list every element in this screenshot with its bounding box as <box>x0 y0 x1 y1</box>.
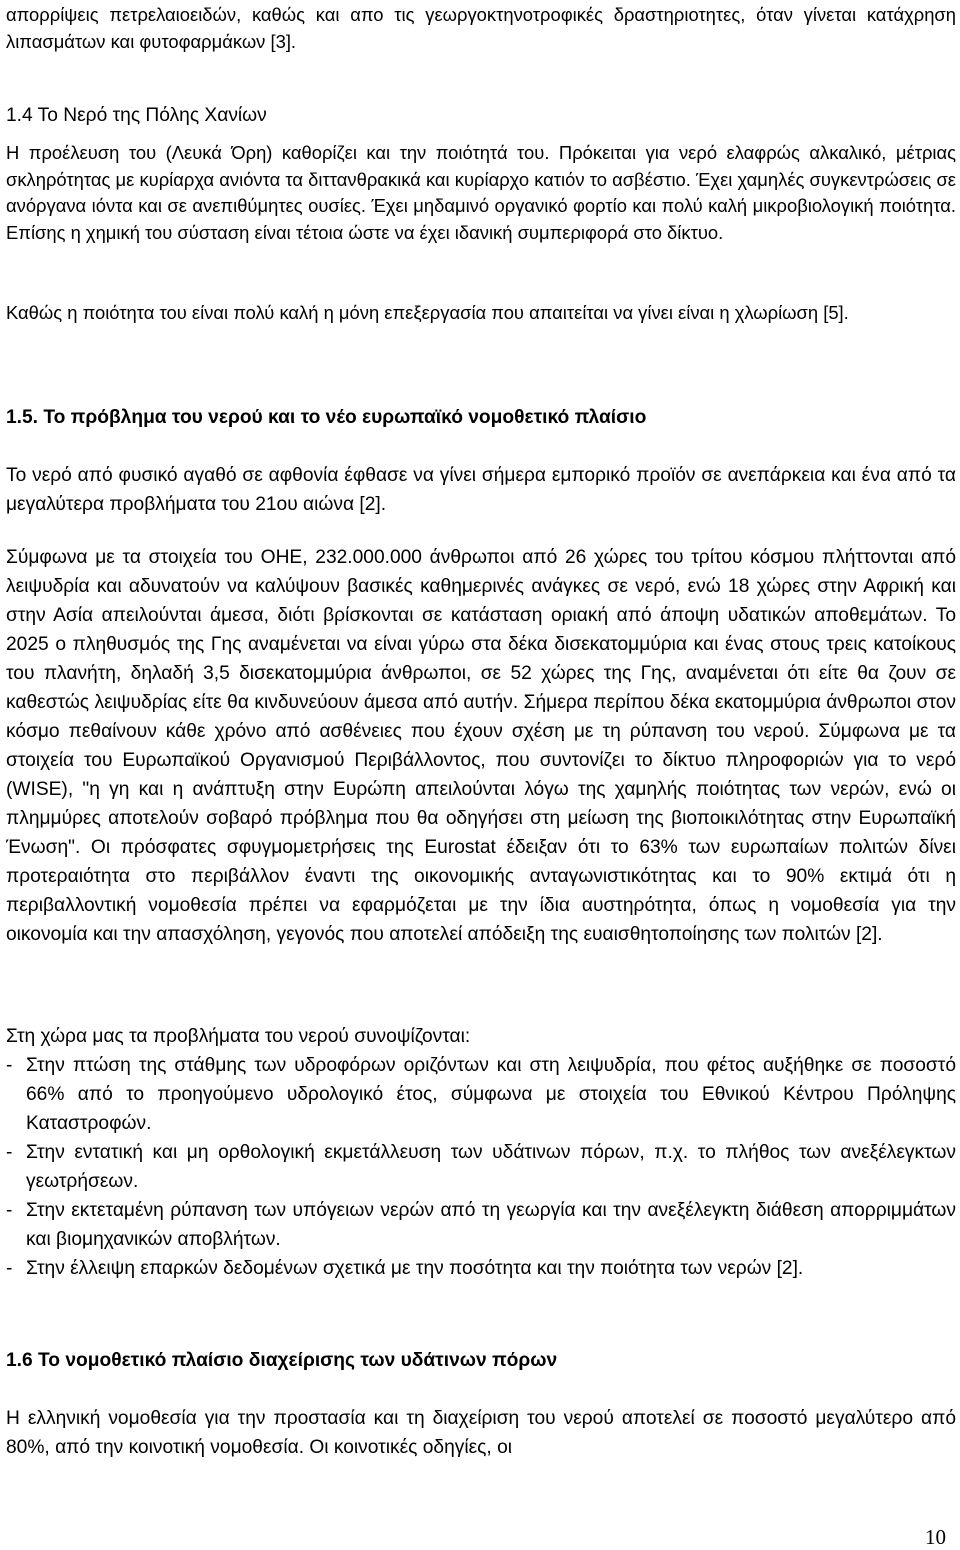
section-1-5-heading: 1.5. Το πρόβλημα του νερού και το νέο ευρωπαϊκό νομοθετικό πλαίσιο <box>6 407 647 428</box>
section-1-4-paragraph-2: Καθώς η ποιότητα του είναι πολύ καλή η μόνη επεξεργασία που απαιτείται να γίνει είναι η χλωρίωση [5]. <box>6 302 849 323</box>
list-dash: - <box>6 1258 13 1279</box>
list-item-text: Στην πτώση της στάθμης των υδροφόρων οριζόντων και στη λειψυδρία, που φέτος αυξήθηκε σε ποσοστό 66% από το προηγούμενο υδρολογικό έτος, σύμφωνα με στοιχεία του Εθνικού Κέντρου Πρόληψης Καταστροφών. <box>26 1055 956 1134</box>
list-item <box>6 1254 956 1283</box>
section-1-6-heading: 1.6 Το νομοθετικό πλαίσιο διαχείρισης των υδάτινων πόρων <box>6 1350 558 1371</box>
list-item-text: Στην εντατική και μη ορθολογική εκμετάλλευση των υδάτινων πόρων, π.χ. το πλήθος των ανεξέλεγκτων γεωτρήσεων. <box>26 1142 956 1192</box>
list-dash: - <box>6 1142 13 1163</box>
list-dash: - <box>6 1055 13 1076</box>
section-1-4-heading: 1.4 Το Νερό της Πόλης Χανίων <box>6 105 267 126</box>
list-item-text: Στην έλλειψη επαρκών δεδομένων σχετικά με την ποσότητα και την ποιότητα των νερών [2]. <box>26 1258 804 1279</box>
list-dash: - <box>6 1200 13 1221</box>
list-item <box>6 1051 956 1138</box>
section-1-5-paragraph-1: Το νερό από φυσικό αγαθό σε αφθονία έφθασε να γίνει σήμερα εμπορικό προϊόν σε ανεπάρκεια και ένα από τα μεγαλύτερα προβλήματα του 21ου αιώνα [2]. <box>6 465 956 515</box>
page-number: 10 <box>925 1525 946 1549</box>
list-item <box>6 1196 956 1254</box>
section-1-6-paragraph-1: Η ελληνική νομοθεσία για την προστασία και τη διαχείριση του νερού αποτελεί σε ποσοστό μεγαλύτερο από 80%, από την κοινοτική νομοθεσία. Οι κοινοτικές οδηγίες, οι <box>6 1408 956 1458</box>
intro-paragraph: απορρίψεις πετρελαιοειδών, καθώς και απο τις γεωργοκτηνοτροφικές δραστηριοτητες, όταν γίνεται κατάχρηση λιπασμάτων και φυτοφαρμάκων [3]. <box>6 4 956 52</box>
list-item-text: Στην εκτεταμένη ρύπανση των υπόγειων νερών από τη γεωργία και την ανεξέλεγκτη διάθεση απορριμμάτων και βιομηχανικών αποβλήτων. <box>26 1200 956 1250</box>
section-1-5-list-intro: Στη χώρα μας τα προβλήματα του νερού συνοψίζονται: <box>6 1026 471 1047</box>
list-item <box>6 1138 956 1196</box>
water-problems-list <box>6 1051 956 1283</box>
section-1-4-paragraph-1: Η προέλευση του (Λευκά Όρη) καθορίζει και την ποιότητά του. Πρόκειται για νερό ελαφρώς αλκαλικό, μέτριας σκληρότητας με κυρίαρχα ανιόντα τα διττανθρακικά και κυρίαρχο κατιόν το ασβέστιο. Έχει χαμηλές συγκεντρώσεις σε ανόργανα ιόντα και σε ανεπιθύμητες ουσίες. Έχει μηδαμινό οργανικό φορτίο και πολύ καλή μικροβιολογική ποιότητα. Επίσης η χημική του σύσταση είναι τέτοια ώστε να έχει ιδανική συμπεριφορά στο δίκτυο. <box>6 142 956 243</box>
section-1-5-paragraph-2: Σύμφωνα με τα στοιχεία του ΟΗΕ, 232.000.000 άνθρωποι από 26 χώρες του τρίτου κόσμου πλήττονται από λειψυδρία και αδυνατούν να καλύψουν βασικές καθημερινές ανάγκες σε νερό, ενώ 18 χώρες στην Αφρική και στην Ασία απειλούνται άμεσα, διότι βρίσκονται σε κατάσταση οριακή από άποψη υδατικών αποθεμάτων. Το 2025 ο πληθυσμός της Γης αναμένεται να είναι γύρω στα δέκα δισεκατομμύρια και ένας στους τρεις κατοίκους του πλανήτη, δηλαδή 3,5 δισεκατομμύρια άνθρωποι, σε 52 χώρες της Γης, αναμένεται ότι είτε θα ζουν σε καθεστώς λειψυδρίας είτε θα κινδυνεύουν άμεσα από αυτήν. Σήμερα περίπου δέκα εκατομμύρια άνθρωποι στον κόσμο πεθαίνουν κάθε χρόνο από ασθένειες που έχουν σχέση με τη ρύπανση του νερού. Σύμφωνα με τα στοιχεία του Ευρωπαϊκού Οργανισμού Περιβάλλοντος, που συντονίζει το δίκτυο πληροφοριών για το νερό (WISE), "η γη και η ανάπτυξη στην Ευρώπη απειλούνται λόγω της χαμηλής ποιότητας των νερών, ενώ οι πλημμύρες αποτελούν σοβαρό πρόβλημα που θα οδηγήσει στη μείωση της βιοποικιλότητας στην Ευρωπαϊκή Ένωση". Οι πρόσφατες σφυγμομετρήσεις της Eurostat έδειξαν ότι το 63% των ευρωπαίων πολιτών δίνει προτεραιότητα στο περιβάλλον έναντι της οικονομικής ανταγωνιστικότητας και το 90% εκτιμά ότι η περιβαλλοντική νομοθεσία πρέπει να εφαρμόζεται με την ίδια αυστηρότητα, όπως η νομοθεσία για την οικονομία και την απασχόληση, γεγονός που αποτελεί απόδειξη της ευαισθητοποίησης των πολιτών [2]. <box>6 547 956 945</box>
